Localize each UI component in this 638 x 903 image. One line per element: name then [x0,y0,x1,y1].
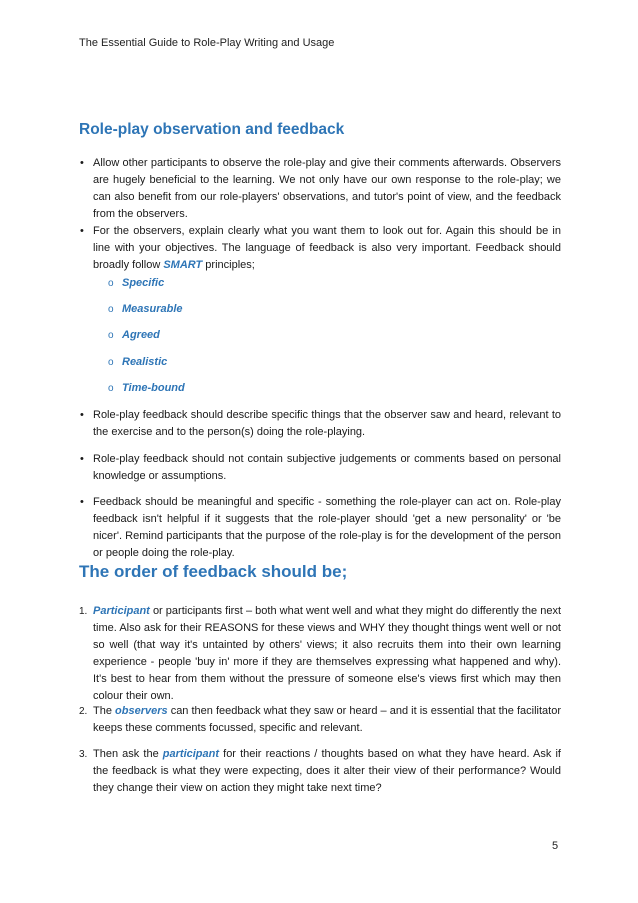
circle-bullet-icon: o [108,357,114,368]
item-text: for their reactions / thoughts based on what they have heard. Ask if the feedback is what they were expecting, does it alter their view of their performance? Would they change their view on action they might take next time? [93,748,561,794]
list-item [79,494,561,562]
list-item [79,603,561,705]
numbered-item-1 [79,603,561,705]
item-text: Then ask the [93,748,163,760]
smart-item-label: Time-bound [122,382,185,394]
item-number: 3. [79,749,88,760]
list-item [79,407,561,441]
list-item [79,155,561,223]
smart-keyword: SMART [163,259,203,271]
bullet-text: Allow other participants to observe the role-play and give their comments afterwards. Observers are hugely beneficial to the learning. We not only have our own response to the role-play; we can also benefit from our role-players' observations, and tutor's point of view, and the feedback from the observers. [93,157,561,220]
bullet-item-3 [79,407,561,441]
running-header: The Essential Guide to Role-Play Writing and Usage [79,37,335,49]
item-text: The [93,705,116,717]
bullet-item-5 [79,494,561,562]
section-heading-order: The order of feedback should be; [79,562,348,581]
smart-item-specific [108,277,164,289]
numbered-item-3 [79,746,561,797]
circle-bullet-icon: o [108,330,114,341]
participant-keyword: Participant [93,605,150,617]
list-item [79,451,561,485]
item-text: can then feedback what they saw or heard – and it is essential that the facilitator keeps these comments focussed, specific and relevant. [93,705,561,734]
smart-item-measurable [108,303,183,315]
observers-keyword: observers [115,705,168,717]
circle-bullet-icon: o [108,383,114,394]
list-item [79,703,561,737]
smart-item-realistic [108,356,167,368]
participant-keyword: participant [162,748,220,760]
bullet-text: Feedback should be meaningful and specific - something the role-player can act on. Role-play feedback isn't helpful if it suggests that the role-player should 'get a new personality' or 'be nicer'. Remind participants that the purpose of the role-play is for the development of the person or people doing the role-play. [93,496,561,559]
smart-item-label: Specific [122,277,165,289]
item-number: 1. [79,606,88,617]
bullet-text: Role-play feedback should not contain subjective judgements or comments based on personal knowledge or assumptions. [93,453,561,482]
bullet-icon: • [80,225,84,237]
smart-item-label: Realistic [122,356,168,368]
numbered-item-2 [79,703,561,737]
bullet-list-top [79,155,561,274]
list-item [79,746,561,797]
smart-item-label: Measurable [122,303,183,315]
bullet-icon: • [80,453,84,465]
list-item [79,223,561,274]
smart-item-label: Agreed [122,329,160,341]
section-heading-observation: Role-play observation and feedback [79,121,345,138]
page-number: 5 [552,840,559,852]
bullet-text: For the observers, explain clearly what you want them to look out for. Again this should be in line with your objectives. The language of feedback is also very important. Feedback should broadly follow [93,225,561,271]
smart-item-agreed [108,329,160,341]
circle-bullet-icon: o [108,278,114,289]
bullet-item-4 [79,451,561,485]
bullet-icon: • [80,409,84,421]
smart-item-time-bound [108,382,185,394]
bullet-icon: • [80,496,84,508]
bullet-text: Role-play feedback should describe specific things that the observer saw and heard, relevant to the exercise and to the person(s) doing the role-playing. [93,409,561,438]
bullet-text: principles; [202,259,255,271]
item-text: or participants first – both what went well and what they might do differently the next time. Also ask for their REASONS for these views and WHY they thought things went well or not so well (that way it's untainted by others' views; it also recruits them into their own learning experience - people 'buy in' more if they are themselves expressing what happened and why). It's best to hear from them without the pressure of someone else's views first which may then colour their own. [93,605,561,702]
circle-bullet-icon: o [108,304,114,315]
item-number: 2. [79,706,88,717]
bullet-icon: • [80,157,84,169]
